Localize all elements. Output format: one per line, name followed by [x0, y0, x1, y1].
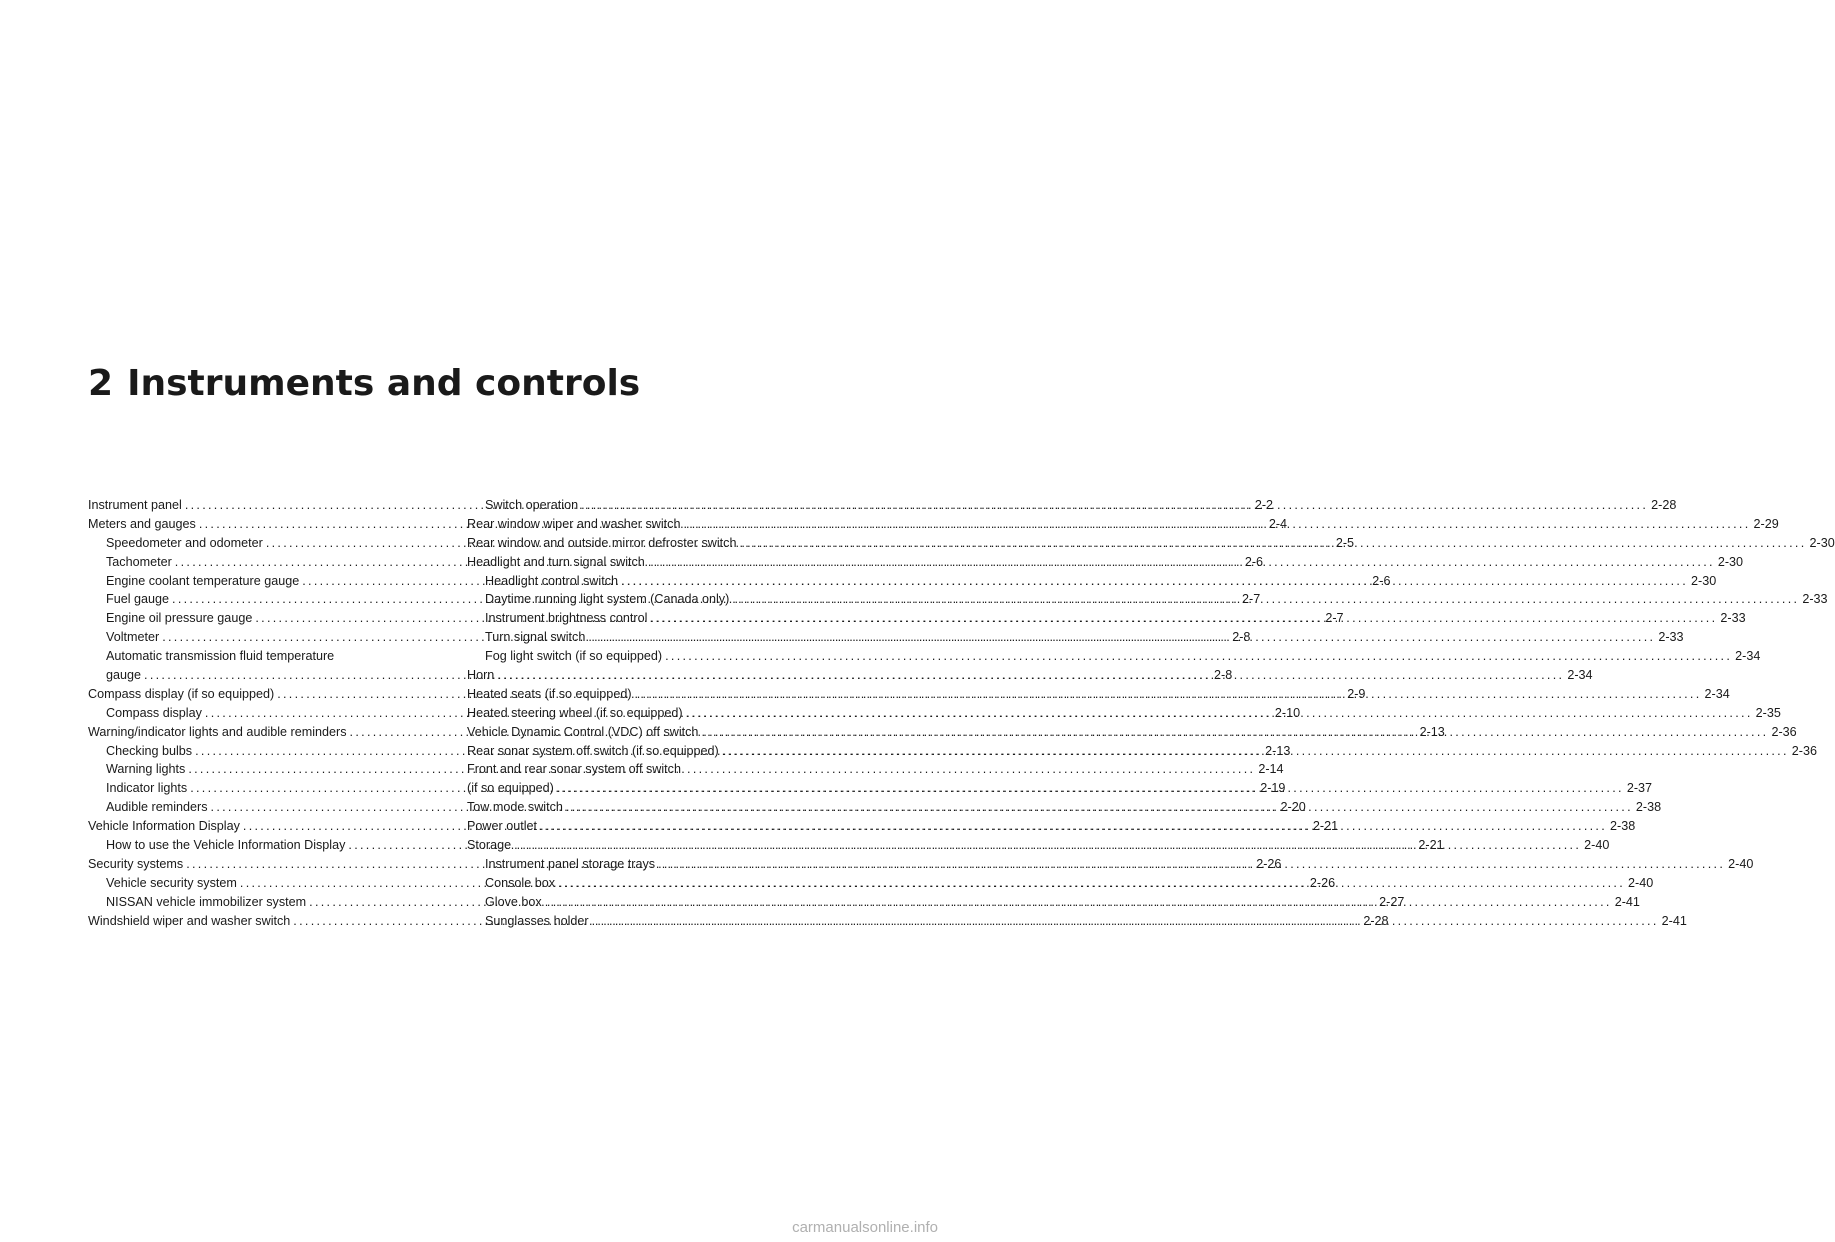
toc-entry-label: Security systems: [88, 856, 184, 871]
toc-entry-label: Checking bulbs: [106, 743, 193, 758]
toc-entry-label: Rear sonar system off switch (if so equipped): [467, 743, 719, 758]
toc-dot-leader: [592, 912, 1659, 931]
toc-page-number: 2-13: [1419, 724, 1445, 739]
toc-entry-label: (if so equipped): [467, 781, 554, 796]
toc-entry-label: Engine coolant temperature gauge: [106, 573, 300, 588]
toc-entry-label: Fuel gauge: [106, 592, 170, 607]
toc-entry-label: Compass display (if so equipped): [88, 686, 275, 701]
toc-page-number: 2-5: [1335, 535, 1355, 550]
toc-page-number: 2-28: [1363, 913, 1389, 928]
toc-dot-leader: [581, 496, 1648, 515]
toc-page-number: 2-36: [1791, 743, 1817, 758]
toc-page-number: 2-10: [1274, 705, 1301, 720]
toc-entry-label: Switch operation: [485, 498, 579, 512]
toc-entry-label: Speedometer and odometer: [106, 535, 263, 550]
toc-dot-leader: [722, 742, 1789, 761]
toc-entry[interactable]: [467, 496, 1677, 515]
toc-page-number: 2-8: [1214, 668, 1233, 683]
toc-dot-leader: [648, 553, 1715, 572]
toc-dot-leader: [635, 685, 1702, 704]
toc-entry-label: Fog light switch (if so equipped): [485, 649, 663, 664]
toc-dot-leader: [701, 723, 1768, 742]
toc-dot-leader: [665, 647, 1732, 666]
toc-page-number: 2-20: [1280, 800, 1306, 815]
toc-entry-label: Rear window wiper and washer switch: [467, 516, 681, 531]
toc-entry-label: Headlight and turn signal switch: [467, 554, 645, 569]
toc-entry-label: Instrument panel: [88, 498, 182, 512]
toc-page-number: 2-28: [1651, 498, 1677, 512]
toc-entry-label: Tachometer: [106, 554, 172, 569]
toc-entry-label: Turn signal switch: [485, 630, 586, 645]
toc-page-number: 2-9: [1347, 686, 1366, 701]
toc-page-number: 2-34: [1567, 668, 1593, 683]
toc-entry-label: Power outlet: [467, 819, 538, 834]
toc-page-number: 2-29: [1753, 516, 1779, 531]
toc-page-number: 2-26: [1256, 856, 1282, 871]
toc-dot-leader: [739, 534, 1806, 553]
toc-entry-label: Engine oil pressure gauge: [106, 611, 253, 626]
toc-entry-label: Headlight control switch: [485, 573, 618, 588]
toc-page-number: 2-14: [1258, 762, 1284, 777]
toc-entry-label: Tow mode switch: [467, 800, 563, 815]
toc-entry-label: Instrument brightness control: [485, 611, 648, 626]
toc-entry-label: Meters and gauges: [88, 516, 196, 531]
toc-page-number: 2-26: [1309, 875, 1336, 890]
toc-entry-label: gauge: [106, 668, 142, 683]
toc-dot-leader: [684, 515, 1751, 534]
toc-page-number: 2-38: [1635, 800, 1662, 815]
toc-dot-leader: [540, 817, 1607, 836]
toc-page-number: 2-27: [1379, 894, 1405, 909]
toc-page-number: 2-38: [1610, 819, 1636, 834]
toc-entry[interactable]: [467, 647, 1761, 666]
toc-page-number: 2-33: [1802, 592, 1828, 607]
site-watermark: carmanualsonline.info: [792, 1219, 938, 1236]
toc-dot-leader: [686, 704, 1753, 723]
toc-page-number: 2-40: [1584, 838, 1610, 853]
toc-page-number: 2-8: [1232, 630, 1251, 645]
chapter-number: 2: [88, 363, 114, 404]
toc-page-number: 2-30: [1809, 535, 1835, 550]
toc-page-number: 2-7: [1242, 592, 1261, 607]
toc-entry-label: Vehicle Dynamic Control (VDC) off switch: [467, 724, 699, 739]
toc-page-number: 2-4: [1268, 516, 1288, 531]
toc-entry-label: Daytime running light system (Canada only): [485, 592, 730, 607]
toc-entry[interactable]: [467, 760, 799, 779]
toc-entry-label: Horn: [467, 668, 495, 683]
toc-page-number: 2-21: [1312, 819, 1339, 834]
toc-page-number: 2-41: [1661, 913, 1687, 928]
toc-entry-label: Windshield wiper and washer switch: [88, 913, 291, 928]
toc-entry-label: Heated steering wheel (if so equipped): [467, 705, 683, 720]
toc-page-number: 2-34: [1735, 649, 1761, 664]
toc-entry-label: Heated seats (if so equipped): [467, 686, 632, 701]
toc-entry-label: Front and rear sonar system off switch: [467, 762, 681, 777]
toc-entry-label: Automatic transmission fluid temperature: [106, 649, 335, 664]
toc-page-number: 2-6: [1372, 573, 1391, 588]
toc-page-number: 2-30: [1691, 573, 1717, 588]
toc-entry-label: Warning lights: [106, 762, 186, 777]
toc-page-number: 2-2: [1254, 498, 1274, 512]
toc-entry-label: Warning/indicator lights and audible reminders: [88, 724, 347, 739]
toc-dot-leader: [557, 779, 1624, 798]
toc-page-number: 2-37: [1626, 781, 1653, 796]
toc-entry-label: Storage: [467, 838, 512, 853]
toc-dot-leader: [545, 893, 1612, 912]
toc-dot-leader: [658, 855, 1725, 874]
toc-page-number: 2-19: [1260, 781, 1286, 796]
toc-entry-label: Glove box: [485, 894, 542, 909]
toc-dot-leader: [732, 590, 1799, 609]
chapter-name: Instruments and controls: [127, 363, 641, 404]
toc-entry-label: Sunglasses holder: [485, 913, 589, 928]
toc-page-number: 2-21: [1418, 838, 1444, 853]
chapter-title: [88, 360, 640, 408]
toc-entry-label: Vehicle security system: [106, 875, 237, 890]
toc-entry[interactable]: [88, 647, 420, 666]
toc-page-number: 2-34: [1704, 686, 1730, 701]
toc-entry-label: Console box: [485, 875, 556, 890]
toc-page-number: 2-33: [1658, 630, 1684, 645]
toc-page-number: 2-36: [1771, 724, 1797, 739]
toc-page-number: 2-6: [1244, 554, 1264, 569]
toc-entry-label: Compass display: [106, 705, 202, 720]
toc-entry-label: NISSAN vehicle immobilizer system: [106, 894, 307, 909]
toc-page-number: 2-41: [1614, 894, 1640, 909]
toc-entry-label: Indicator lights: [106, 781, 188, 796]
toc-page-number: 2-40: [1628, 875, 1654, 890]
toc-dot-leader: [514, 836, 1581, 855]
toc-page-number: 2-7: [1325, 611, 1344, 626]
toc-dot-leader: [588, 628, 1655, 647]
toc-page-number: 2-40: [1728, 856, 1754, 871]
toc-page-number: 2-30: [1717, 554, 1744, 569]
toc-entry-label: Rear window and outside mirror defroster switch: [467, 535, 737, 550]
toc-entry-label: Instrument panel storage trays: [485, 856, 656, 871]
toc-entry-label: Audible reminders: [106, 800, 208, 815]
toc-entry-label: Vehicle Information Display: [88, 819, 240, 834]
toc-page-number: 2-33: [1720, 611, 1746, 626]
toc-dot-leader: [566, 798, 1633, 817]
toc-dot-leader: [497, 666, 1564, 685]
toc-dot-leader: [650, 609, 1717, 628]
toc-dot-leader: [558, 874, 1625, 893]
toc-entry-label: How to use the Vehicle Information Display: [106, 838, 346, 853]
toc-entry-label: Voltmeter: [106, 630, 160, 645]
toc-page-number: 2-35: [1755, 705, 1781, 720]
toc-page-number: 2-13: [1265, 743, 1291, 758]
toc-dot-leader: [621, 572, 1688, 591]
